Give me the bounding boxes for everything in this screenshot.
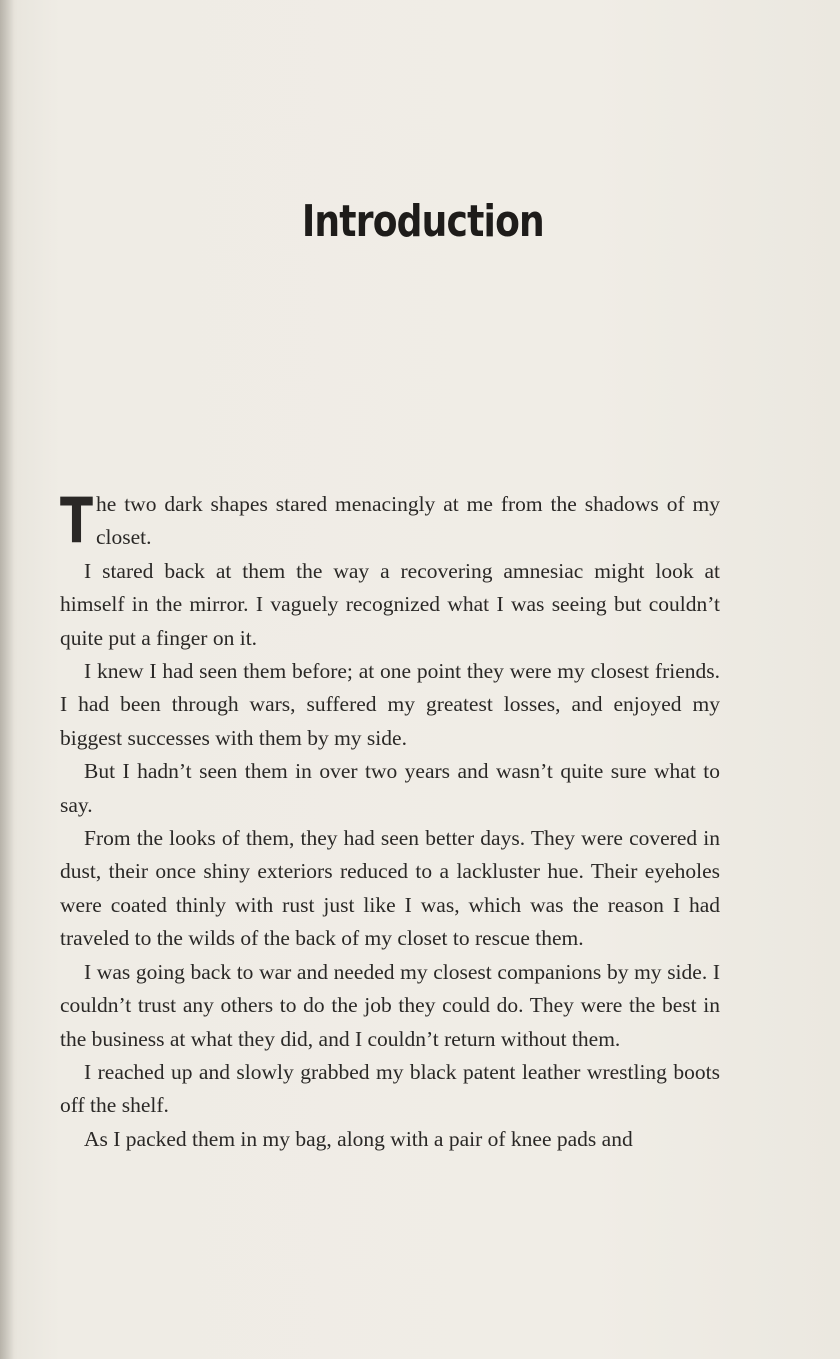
paragraph-8: As I packed them in my bag, along with a pair of knee pads and bbox=[84, 1126, 633, 1151]
paragraph-6: I was going back to war and needed my closest companions by my side. I couldn’t trust any others to do the job they could do. They were the best in the business at what they did, and I couldn’t return without them. bbox=[60, 959, 720, 1051]
chapter-title: Introduction bbox=[301, 196, 544, 247]
paragraph-2: I stared back at them the way a recovering amnesiac might look at himself in the mirror. I vaguely recognized what I was seeing but couldn’t quite put a finger on it. bbox=[60, 558, 720, 650]
paragraph-1-text: he two dark shapes stared menacingly at me from the shadows of my closet. bbox=[96, 492, 720, 550]
paragraph-4: But I hadn’t seen them in over two years and wasn’t quite sure what to say. bbox=[60, 759, 720, 817]
drop-cap: T bbox=[60, 484, 93, 557]
paragraph-1 bbox=[60, 484, 720, 557]
paragraph-5: From the looks of them, they had seen better days. They were covered in dust, their once shiny exteriors reduced to a lackluster hue. Their eyeholes were coated thinly with rust just like I was, which was the reason I had traveled to the wilds of the back of my closet to rescue them. bbox=[60, 826, 720, 951]
body-text bbox=[60, 484, 720, 1156]
paragraph-7: I reached up and slowly grabbed my black patent leather wrestling boots off the shelf. bbox=[60, 1059, 720, 1118]
paragraph-3: I knew I had seen them before; at one point they were my closest friends. I had been through wars, suffered my greatest losses, and enjoyed my biggest successes with them by my side. bbox=[60, 659, 720, 750]
page-gutter-shadow bbox=[0, 0, 14, 1359]
